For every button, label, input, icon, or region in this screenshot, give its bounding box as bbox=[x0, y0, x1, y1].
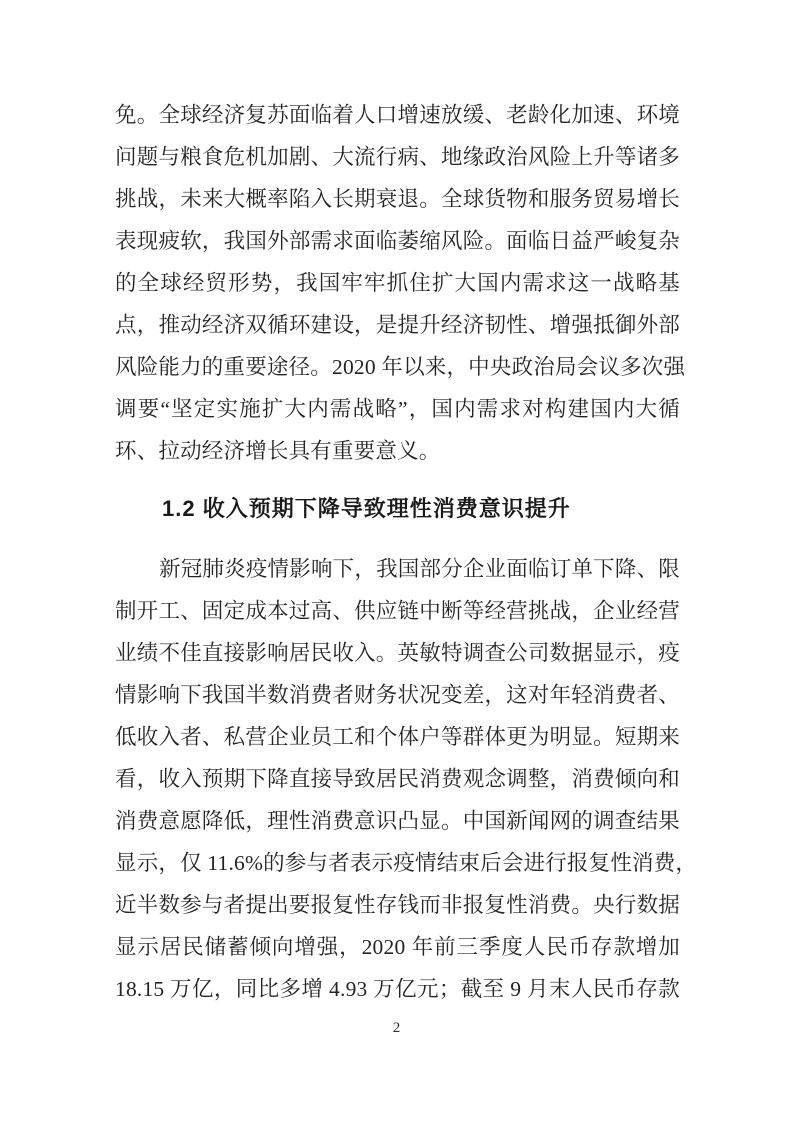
text-line: 调要“坚定实施扩大内需战略”，国内需求对构建国内大循 bbox=[115, 397, 680, 421]
paragraph-global-economy bbox=[115, 94, 686, 472]
text-line: 的全球经贸形势，我国牢牢抓住扩大国内需求这一战略基 bbox=[115, 271, 680, 295]
text-line: 低收入者、私营企业员工和个体户等群体更为明显。短期来 bbox=[115, 725, 680, 749]
paragraph-income-expectation bbox=[115, 548, 698, 1010]
text-line: 业绩不佳直接影响居民收入。英敏特调查公司数据显示，疫 bbox=[115, 641, 680, 665]
text-line: 免。全球经济复苏面临着人口增速放缓、老龄化加速、环境 bbox=[115, 103, 680, 127]
text-line: 情影响下我国半数消费者财务状况变差，这对年轻消费者、 bbox=[115, 683, 680, 707]
text-line: 制开工、固定成本过高、供应链中断等经营挑战，企业经营 bbox=[115, 599, 680, 623]
text-line: 显示，仅 11.6%的参与者表示疫情结束后会进行报复性消费， bbox=[115, 851, 698, 875]
text-line: 风险能力的重要途径。2020 年以来，中央政治局会议多次强 bbox=[115, 355, 686, 379]
text-line: 新冠肺炎疫情影响下，我国部分企业面临订单下降、限 bbox=[159, 557, 680, 581]
text-line: 近半数参与者提出要报复性存钱而非报复性消费。央行数据 bbox=[115, 893, 680, 917]
text-line: 18.15 万亿，同比多增 4.93 万亿元；截至 9 月末人民币存款 bbox=[115, 977, 680, 1001]
text-line: 看，收入预期下降直接导致居民消费观念调整，消费倾向和 bbox=[115, 767, 680, 791]
text-line: 显示居民储蓄倾向增强，2020 年前三季度人民币存款增加 bbox=[115, 935, 680, 959]
text-line: 环、拉动经济增长具有重要意义。 bbox=[115, 439, 441, 463]
text-line: 点，推动经济双循环建设，是提升经济韧性、增强抵御外部 bbox=[115, 313, 680, 337]
text-line: 挑战，未来大概率陷入长期衰退。全球货物和服务贸易增长 bbox=[115, 187, 680, 211]
text-line: 表现疲软，我国外部需求面临萎缩风险。面临日益严峻复杂 bbox=[115, 229, 680, 253]
section-heading-1-2: 1.2 收入预期下降导致理性消费意识提升 bbox=[162, 496, 571, 521]
text-block bbox=[115, 94, 698, 1010]
text-line: 消费意愿降低，理性消费意识凸显。中国新闻网的调查结果 bbox=[115, 809, 680, 833]
text-line: 问题与粮食危机加剧、大流行病、地缘政治风险上升等诸多 bbox=[115, 145, 680, 169]
page-number: 2 bbox=[392, 1020, 401, 1036]
